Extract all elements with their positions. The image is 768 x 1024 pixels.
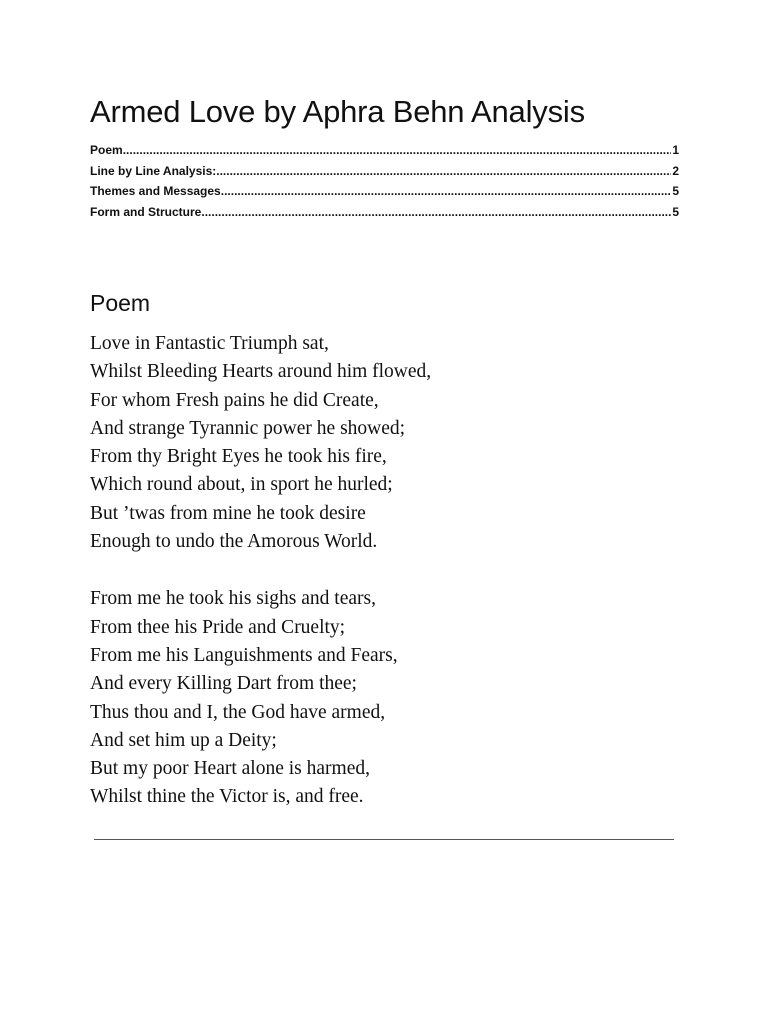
poem-line: From thy Bright Eyes he took his fire, (90, 446, 387, 468)
toc-dot-leader (221, 181, 672, 202)
toc-entry-line-by-line-analysis[interactable] (90, 161, 679, 182)
poem-line: Whilst thine the Victor is, and free. (90, 786, 364, 808)
toc-page-number: 5 (672, 184, 679, 198)
poem-line: Love in Fantastic Triumph sat, (90, 333, 329, 354)
poem-line: For whom Fresh pains he did Create, (90, 389, 379, 411)
poem-line: From thee his Pride and Cruelty; (90, 616, 346, 638)
poem-line: And strange Tyrannic power he showed; (90, 417, 406, 439)
poem-line: From me his Languishments and Fears, (90, 644, 398, 666)
section-heading-poem: Poem (90, 290, 151, 316)
toc-dot-leader (216, 161, 671, 182)
poem-line: Whilst Bleeding Hearts around him flowed, (90, 361, 432, 383)
poem-line: And set him up a Deity; (90, 729, 277, 751)
table-of-contents (90, 140, 679, 222)
poem-line: And every Killing Dart from thee; (90, 673, 357, 695)
poem-line: But ’twas from mine he took desire (90, 502, 366, 524)
toc-entry-label: Poem (90, 143, 123, 157)
poem-line: From me he took his sighs and tears, (90, 588, 376, 610)
toc-entry-label: Form and Structure (90, 204, 202, 219)
toc-entry-label: Themes and Messages (90, 184, 221, 198)
toc-dot-leader (123, 140, 672, 161)
poem-stanza (90, 585, 431, 811)
document-title: Armed Love by Aphra Behn Analysis (90, 94, 585, 129)
toc-page-number: 1 (672, 143, 679, 157)
poem-line: Which round about, in sport he hurled; (90, 474, 393, 496)
toc-page-number: 5 (672, 204, 679, 219)
horizontal-divider (94, 839, 674, 840)
poem-text (90, 330, 431, 812)
poem-line: Thus thou and I, the God have armed, (90, 701, 386, 723)
toc-page-number: 2 (672, 163, 679, 178)
toc-dot-leader (201, 202, 671, 223)
toc-entry-poem[interactable] (90, 140, 679, 161)
toc-entry-form-and-structure[interactable] (90, 202, 679, 223)
poem-stanza (90, 330, 431, 556)
poem-line: Enough to undo the Amorous World. (90, 531, 378, 553)
toc-entry-themes-and-messages[interactable] (90, 181, 679, 202)
poem-line: But my poor Heart alone is harmed, (90, 758, 370, 780)
toc-entry-label: Line by Line Analysis: (90, 163, 217, 178)
